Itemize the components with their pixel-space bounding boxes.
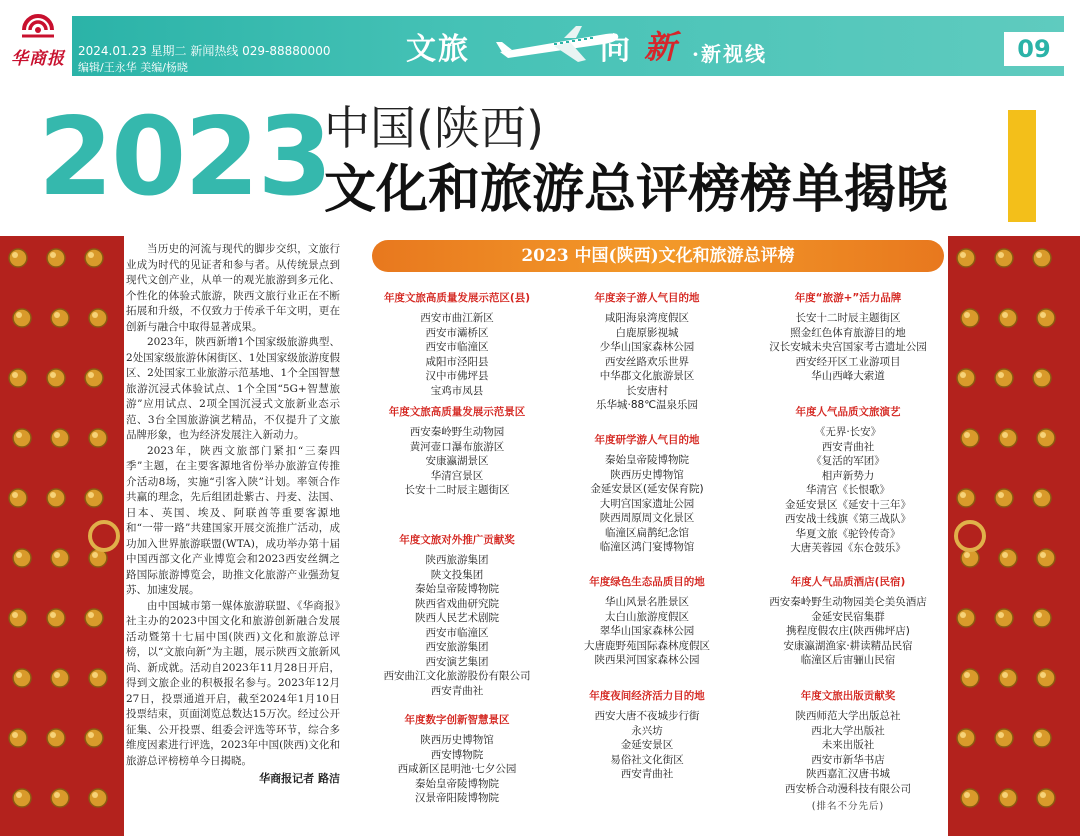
award-winner: 华山风景名胜景区 — [605, 596, 689, 608]
award-winner: 华山西峰大索道 — [811, 370, 885, 382]
award-category-title: 年度文旅出版贡献奖 — [800, 690, 896, 702]
award-winner: 西安秦岭野生动物园 — [409, 426, 505, 438]
awards-board-title: 2023 中国(陕西)文化和旅游总评榜 — [372, 240, 944, 272]
award-winner: 陕西历史博物馆 — [610, 468, 684, 481]
award-winner: 照金红色体育旅游目的地 — [790, 326, 906, 339]
award-winner: 秦始皇帝陵博物院 — [605, 454, 689, 466]
award-winner: 咸阳市泾阳县 — [425, 355, 489, 368]
intro-article — [126, 242, 340, 836]
award-winner: 《无界·长安》 — [814, 426, 882, 438]
award-winner: 大唐芙蓉园《东仓鼓乐》 — [790, 542, 906, 554]
award-winner: 长安十二时辰主题街区 — [404, 484, 510, 496]
award-category — [552, 432, 742, 555]
headline-line2: 文化和旅游总评榜榜单揭晓 — [324, 160, 949, 220]
award-winner: 临潼区后宙骊山民宿 — [800, 654, 896, 666]
award-category-title: 年度“旅游+”活力品牌 — [794, 292, 902, 304]
award-category-title: 年度人气品质酒店(民宿) — [790, 576, 906, 588]
award-winner: 西安经开区工业游项目 — [795, 355, 901, 368]
award-winner: 黄河壶口瀑布旅游区 — [409, 440, 505, 453]
award-winner: 金延安景区《延安十三年》 — [785, 498, 911, 511]
newspaper-logo — [6, 8, 70, 72]
award-category — [748, 574, 948, 668]
award-winner: 陕西历史博物馆 — [420, 734, 494, 746]
award-winner: 翠华山国家森林公园 — [599, 625, 695, 637]
door-studs-icon — [948, 236, 1080, 836]
award-category — [552, 290, 742, 413]
award-winner: 秦始皇帝陵博物院 — [415, 777, 499, 790]
headline-year: 2023 — [38, 95, 331, 220]
award-winner: 永兴坊 — [631, 724, 663, 737]
column-title-part1: 文旅 — [406, 32, 470, 67]
column-subtitle: ·新视线 — [692, 42, 767, 66]
award-winner: 大唐鹿野苑国际森林度假区 — [584, 639, 710, 652]
award-winner-list — [748, 595, 948, 668]
editors-line: 编辑/王永华 美编/杨晓 — [78, 61, 188, 74]
award-winner: 华清宫景区 — [430, 469, 484, 482]
award-winner: 咸阳海泉湾度假区 — [605, 312, 689, 324]
award-winner-list — [362, 425, 552, 498]
award-winner: 陕西旅游集团 — [425, 554, 489, 566]
award-winner: 《复活的军团》 — [811, 455, 885, 467]
column-title-part2: 向 — [600, 32, 632, 67]
award-winner: 未来出版社 — [821, 739, 875, 751]
door-studs-icon — [0, 236, 124, 836]
award-winner-list — [748, 709, 948, 796]
intro-paragraph: 2023年，陕西新增1个国家级旅游典型、2处国家级旅游休闲街区、1处国家级旅游度假区、2处国家工业旅游示范基地、1个全国智慧旅游沉浸式体验试点、1个全国“5G+智慧旅游”应用试点、2项全国沉浸式文旅新业态示范、3台全国旅游演艺精品，不仅提升了文旅品牌形象，也为经济发展注入新动力。 — [126, 336, 340, 441]
award-winner-list — [748, 425, 948, 556]
award-winner: 西安战士线旗《第三战队》 — [785, 513, 911, 525]
award-winner-list — [362, 553, 552, 698]
award-winner: 西安青曲社 — [620, 768, 674, 780]
award-winner: 秦始皇帝陵博物院 — [415, 583, 499, 595]
award-winner: 陕西人民艺术剧院 — [415, 612, 499, 624]
award-category-title: 年度绿色生态品质目的地 — [589, 576, 705, 588]
headline-line1: 中国(陕西) — [324, 101, 544, 155]
award-winner: 中华郡文化旅游景区 — [599, 370, 695, 382]
logo-text: 华商报 — [11, 49, 65, 69]
award-winner: 汉中市佛坪县 — [425, 370, 489, 382]
award-winner: 金延安景区 — [620, 739, 674, 751]
column-title — [406, 24, 767, 68]
award-winner: 白鹿原影视城 — [615, 326, 679, 339]
award-category — [362, 290, 552, 398]
award-winner: 陕西师范大学出版总社 — [795, 710, 901, 722]
masthead — [0, 0, 1080, 80]
award-winner: 长安十二时辰主题街区 — [795, 312, 901, 324]
award-winner: 西安市灞桥区 — [425, 326, 489, 339]
award-category-title: 年度夜间经济活力目的地 — [589, 690, 705, 702]
award-winner: 大明宫国家遗址公园 — [599, 497, 695, 510]
award-winner: 华清宫《长恨歌》 — [806, 484, 890, 496]
award-winner-list — [362, 311, 552, 398]
award-winner: 西安市曲江新区 — [420, 312, 494, 324]
award-winner-list — [748, 311, 948, 384]
award-winner: 西安市新华书店 — [811, 753, 885, 766]
ranking-note: (排名不分先后) — [811, 801, 885, 812]
award-winner: 西安旅游集团 — [425, 641, 489, 653]
award-winner: 乐华城·88℃温泉乐园 — [596, 399, 698, 411]
award-winner: 西安市临潼区 — [425, 626, 489, 639]
award-winner: 陕西省戏曲研究院 — [415, 597, 499, 610]
award-winner: 携程度假农庄(陕西佛坪店) — [786, 625, 910, 637]
award-winner: 陕西周原周文化景区 — [599, 512, 695, 524]
award-winner: 陕西果河国家森林公园 — [594, 654, 700, 666]
award-winner: 西安秦岭野生动物园美仑美奂酒店 — [769, 596, 927, 608]
award-winner: 安康瀛湖景区 — [425, 455, 489, 467]
award-winner: 西安大唐不夜城步行街 — [594, 710, 700, 722]
logo-mark-icon — [20, 8, 56, 42]
award-winner: 少华山国家森林公园 — [599, 341, 695, 353]
yellow-accent-bar — [1008, 110, 1036, 222]
award-winner: 汉景帝阳陵博物院 — [415, 792, 499, 804]
award-winner-list — [552, 311, 742, 413]
award-winner: 临潼区鸿门宴博物馆 — [599, 541, 695, 553]
award-winner: 陕文投集团 — [430, 568, 484, 581]
award-category-title: 年度亲子游人气目的地 — [594, 292, 700, 304]
award-category — [362, 712, 552, 806]
award-category — [748, 404, 948, 556]
award-winner: 西安丝路欢乐世界 — [605, 355, 689, 368]
award-winner: 易俗社文化街区 — [610, 753, 684, 766]
award-winner: 汉长安城未央宫国家考古遗址公园 — [769, 341, 927, 353]
award-winner: 西安市临潼区 — [425, 341, 489, 353]
award-winner: 西安桥合动漫科技有限公司 — [785, 782, 911, 795]
red-door-left-image — [0, 236, 124, 836]
award-category — [362, 532, 552, 698]
byline: 华商报记者 路洁 — [259, 772, 340, 785]
award-category — [552, 688, 742, 782]
award-winner: 华夏文旅《驼铃传奇》 — [795, 527, 901, 540]
intro-paragraph: 由中国城市第一媒体旅游联盟、《华商报》社主办的2023中国文化和旅游创新融合发展活动暨第十七届中国(陕西)文化和旅游总评榜，以“文旅向新”为主题，展示陕西文旅新风尚、新成就。活动自2023年11月28日开启，得到文旅企业的积极报名参与。2023年12月27日，投票通道开启，截至2024年1月10日投票结束，页面浏览总数达15万次。经过公开征集、公开投票、组委会评选等环节，综合多维度因素进行评选，2023年中国(陕西)文化和旅游总评榜榜单今日揭晓。 — [126, 599, 340, 767]
award-winner: 陕西嘉汇汉唐书城 — [806, 768, 890, 780]
award-winner: 西安青曲社 — [430, 684, 484, 697]
award-winner: 安康瀛湖渔家·耕读精品民宿 — [783, 639, 913, 652]
airplane-icon — [494, 22, 624, 66]
red-door-right-image — [948, 236, 1080, 836]
award-category-title: 年度研学游人气目的地 — [594, 434, 700, 446]
issue-date-line: 2024.01.23 星期二 新闻热线 029-88880000 — [78, 44, 331, 58]
award-winner: 长安唐村 — [626, 384, 668, 397]
award-category-title: 年度文旅高质量发展示范景区 — [388, 406, 526, 418]
award-winner: 西北大学出版社 — [811, 724, 885, 737]
award-category — [552, 574, 742, 668]
award-winner: 金延安民宿集群 — [811, 610, 885, 623]
award-winner-list — [552, 709, 742, 782]
award-winner-list — [552, 453, 742, 555]
award-category-title: 年度文旅高质量发展示范区(县) — [383, 292, 531, 304]
award-category-title: 年度文旅对外推广贡献奖 — [399, 534, 515, 546]
award-winner: 宝鸡市凤县 — [430, 384, 484, 397]
award-winner: 临潼区扁鹊纪念馆 — [605, 526, 689, 539]
award-winner: 相声新势力 — [821, 469, 875, 482]
award-winner-list — [362, 733, 552, 806]
award-winner: 西安曲江文化旅游股份有限公司 — [383, 670, 531, 682]
award-winner-list — [552, 595, 742, 668]
masthead-bar — [72, 16, 1064, 76]
award-winner: 西安演艺集团 — [425, 655, 489, 668]
intro-paragraph: 当历史的河流与现代的脚步交织，文旅行业成为时代的见证者和参与者。从传统景点到现代文创产业，从单一的观光旅游到多元化、个性化的体验式旅游，陕西文旅行业正在不断拓展和升级，不仅致力于传承千年文明，更在创新与融合中取得显著成果。 — [126, 243, 340, 333]
award-winner: 太白山旅游度假区 — [605, 610, 689, 623]
award-category — [748, 290, 948, 384]
award-winner: 西安博物院 — [430, 748, 484, 761]
award-winner: 金延安景区(延安保育院) — [590, 483, 704, 495]
award-winner: 西安青曲社 — [821, 440, 875, 453]
award-category — [748, 688, 948, 812]
award-category — [362, 404, 552, 498]
page-number: 09 — [1004, 32, 1064, 66]
award-category-title: 年度数字创新智慧景区 — [404, 714, 510, 726]
award-winner: 西咸新区昆明池·七夕公园 — [397, 763, 517, 775]
award-category-title: 年度人气品质文旅演艺 — [795, 406, 901, 418]
intro-paragraph: 2023年，陕西文旅部门紧扣“三秦四季”主题，在主要客源地省份举办旅游宣传推介活动8场，实施“引客入陕”计划。率领合作共赢的理念，先后组团赴紫古、丹麦、法国、日本、英国、埃及、阿联酋等重要客源地和“一带一路”共建国家开展交流推广活动，成功加入世界旅游联盟(WTA)，成功举办第十届中国西部文化产业博览会和2023西安丝绸之路国际旅游博览会，助推文化旅游产业强劲复苏、加速发展。 — [126, 444, 340, 596]
column-title-part3: 新 — [644, 28, 679, 66]
